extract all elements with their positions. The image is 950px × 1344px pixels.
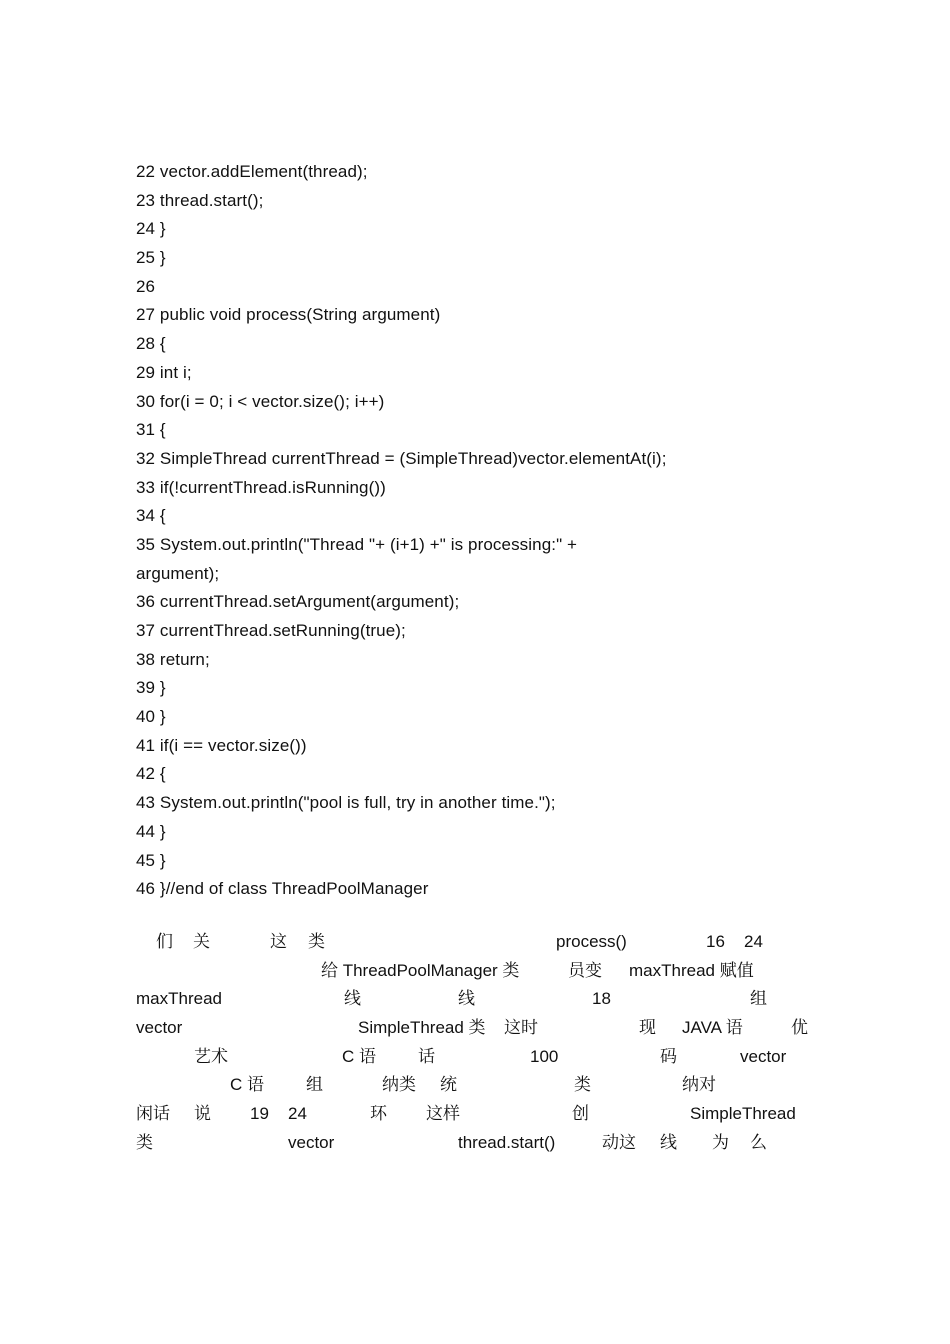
code-line: argument); xyxy=(136,563,220,583)
text-fragment: JAVA 语 xyxy=(682,1018,743,1038)
text-fragment: SimpleThread xyxy=(690,1104,796,1124)
code-line: 26 xyxy=(136,276,156,296)
text-fragment: 么 xyxy=(750,1132,767,1152)
text-fragment: 组 xyxy=(306,1075,323,1095)
text-fragment: 线 xyxy=(458,989,475,1009)
code-line: 23 thread.start(); xyxy=(136,190,264,210)
prose-line xyxy=(136,957,826,986)
text-fragment: 类 xyxy=(308,932,325,951)
text-fragment: 关 xyxy=(193,932,210,951)
text-fragment: 24 xyxy=(744,932,763,951)
code-line: 39 } xyxy=(136,678,166,698)
code-line: 31 { xyxy=(136,420,166,440)
prose-paragraph xyxy=(136,928,826,1158)
text-fragment: 16 xyxy=(706,932,725,951)
text-fragment: 创 xyxy=(572,1104,589,1124)
code-line: 22 vector.addElement(thread); xyxy=(136,162,368,181)
text-fragment: 这样 xyxy=(426,1104,460,1124)
prose-line xyxy=(136,1100,826,1129)
text-fragment: maxThread 赋值 xyxy=(629,960,754,980)
text-fragment: 类 xyxy=(136,1132,153,1152)
code-line: 44 } xyxy=(136,821,166,841)
code-line: 29 int i; xyxy=(136,362,192,382)
text-fragment: 说 xyxy=(194,1104,211,1124)
text-fragment: 纳对 xyxy=(682,1075,716,1095)
text-fragment: 线 xyxy=(344,989,361,1009)
code-line: 41 if(i == vector.size()) xyxy=(136,735,307,755)
prose-line xyxy=(136,928,826,957)
text-fragment: 员变 xyxy=(568,960,602,980)
code-line: 33 if(!currentThread.isRunning()) xyxy=(136,477,386,497)
code-line: 42 { xyxy=(136,764,166,784)
text-fragment: 码 xyxy=(660,1046,677,1066)
text-fragment: C 语 xyxy=(230,1075,264,1095)
text-fragment: 优 xyxy=(791,1018,808,1038)
text-fragment: 动这 xyxy=(602,1132,636,1152)
text-fragment: 这时 xyxy=(504,1018,538,1038)
code-line: 32 SimpleThread currentThread = (SimpleThread)vector.elementAt(i); xyxy=(136,448,667,468)
prose-line xyxy=(136,985,826,1014)
text-fragment: maxThread xyxy=(136,989,222,1009)
text-fragment: vector xyxy=(740,1046,787,1066)
text-fragment: 18 xyxy=(592,989,611,1009)
text-fragment: 为 xyxy=(712,1132,729,1152)
text-fragment: process() xyxy=(556,932,627,951)
text-fragment: 19 xyxy=(250,1104,269,1124)
text-fragment: vector xyxy=(136,1018,183,1038)
text-fragment: C 语 xyxy=(342,1046,376,1066)
code-line: 35 System.out.println("Thread "+ (i+1) +" is processing:" + xyxy=(136,534,578,554)
text-fragment: 纳类 xyxy=(382,1075,416,1095)
text-fragment: 闲话 xyxy=(136,1104,170,1124)
text-fragment: SimpleThread 类 xyxy=(358,1018,486,1038)
prose-line xyxy=(136,1129,826,1158)
code-line: 45 } xyxy=(136,850,166,870)
text-fragment: 给 ThreadPoolManager 类 xyxy=(321,960,520,980)
code-line: 34 { xyxy=(136,506,166,526)
text-fragment: 环 xyxy=(370,1104,387,1124)
text-fragment: 艺术 xyxy=(194,1046,228,1066)
code-line: 24 } xyxy=(136,219,166,239)
code-line: 43 System.out.println("pool is full, try in another time."); xyxy=(136,793,556,813)
text-fragment: 组 xyxy=(750,989,767,1009)
text-fragment: 这 xyxy=(270,932,287,951)
text-fragment: 现 xyxy=(639,1018,656,1038)
code-line: 27 public void process(String argument) xyxy=(136,305,441,325)
code-line: 28 { xyxy=(136,334,166,354)
text-fragment: vector xyxy=(288,1132,335,1152)
text-fragment: 们 xyxy=(156,932,173,951)
text-fragment: 统 xyxy=(440,1075,457,1095)
text-fragment: 话 xyxy=(418,1046,435,1066)
text-fragment: 100 xyxy=(530,1046,559,1066)
code-line: 37 currentThread.setRunning(true); xyxy=(136,621,406,640)
code-line: 25 } xyxy=(136,248,166,268)
code-line: 30 for(i = 0; i < vector.size(); i++) xyxy=(136,391,385,411)
text-fragment: 线 xyxy=(660,1132,677,1152)
code-line: 38 return; xyxy=(136,649,210,669)
code-line: 40 } xyxy=(136,707,166,727)
code-listing xyxy=(136,158,836,904)
prose-line xyxy=(136,1014,826,1043)
text-fragment: 24 xyxy=(288,1104,307,1124)
text-fragment: thread.start() xyxy=(458,1132,556,1152)
prose-line xyxy=(136,1043,826,1072)
code-line: 46 }//end of class ThreadPoolManager xyxy=(136,879,429,899)
code-line: 36 currentThread.setArgument(argument); xyxy=(136,592,460,612)
prose-line xyxy=(136,1071,826,1100)
text-fragment: 类 xyxy=(574,1075,591,1095)
